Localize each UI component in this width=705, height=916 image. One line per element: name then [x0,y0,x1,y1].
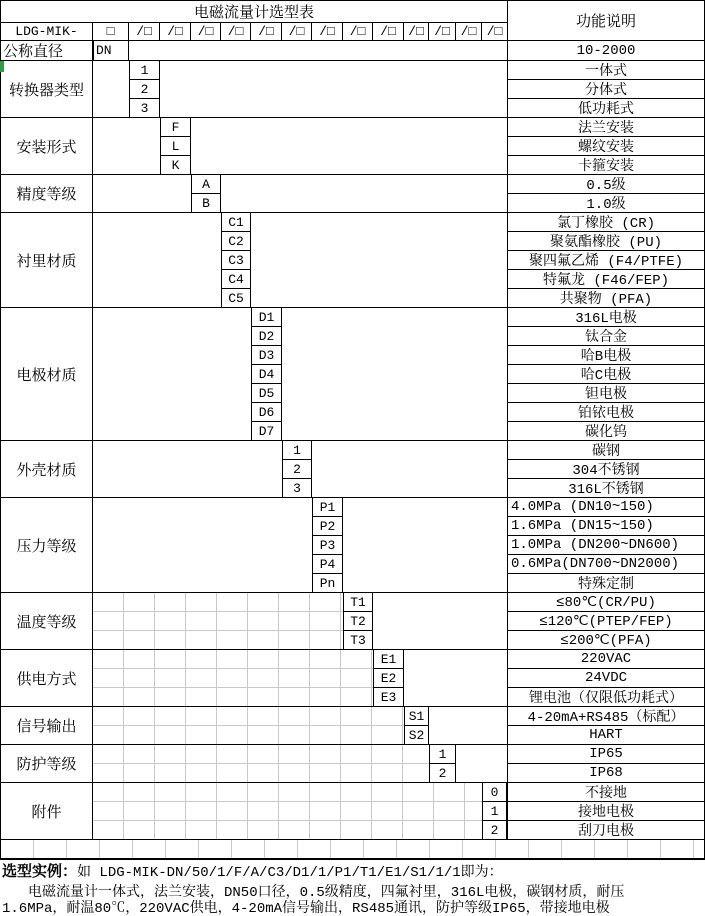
model-cell: /□ [129,23,160,40]
group-label: 附件 [1,783,93,839]
function-cell: IP65 [508,745,704,764]
group-accessories [1,782,704,839]
code-cell: 1 [129,61,160,80]
selection-example-section [0,860,705,916]
code-cell: B [191,194,221,212]
model-cell: /□ [404,23,429,40]
code-cell: C4 [221,270,251,289]
function-cell: 0.5级 [508,175,704,194]
code-cell: 2 [129,80,160,99]
code-cell: E1 [373,650,404,669]
blank-cell [221,175,507,212]
function-cell: 低功耗式 [578,102,634,117]
function-cell: 螺纹安装 [508,137,704,156]
code-cell: E3 [373,688,404,706]
blank-cell [251,213,507,307]
group-label: 衬里材质 [1,213,93,307]
function-cell: 1.0MPa (DN200~DN600) [508,536,704,555]
code-cell: D2 [251,327,282,346]
model-cell: /□ [282,23,312,40]
example-heading-line [2,861,703,885]
blank-cell [93,498,312,592]
function-cell: 哈B电极 [508,346,704,365]
code-cell: 1 [282,441,312,460]
blank-cell [93,783,482,839]
code-cell: P2 [312,517,343,536]
function-cell: 316L不锈钢 [568,482,644,497]
model-cell: /□ [343,23,373,40]
function-cell: HART [589,727,623,743]
group-accuracy-class [1,174,704,212]
code-cell: D7 [251,422,282,440]
function-cell: 一体式 [508,61,704,80]
model-cell: /□ [221,23,251,40]
code-cell: D6 [251,403,282,422]
blank-cell [93,650,373,706]
group-housing-material [1,440,704,497]
code-cell: T3 [343,631,373,649]
code-cell: P3 [312,536,343,555]
code-cell: DN [93,41,129,60]
function-cell: 1.0级 [586,197,626,212]
code-cell: C2 [221,232,251,251]
code-cell: 3 [129,99,160,117]
function-cell: 法兰安装 [508,118,704,137]
group-installation-form [1,117,704,174]
group-nominal-diameter [1,41,704,60]
model-cell: /□ [312,23,343,40]
code-cell: L [160,137,191,156]
group-converter-type [1,60,704,117]
function-cell: 24VDC [508,669,704,688]
group-label: 安装形式 [1,118,93,174]
blank-cell [160,61,507,117]
blank-cell [312,441,507,497]
function-cell: 特殊定制 [578,577,634,592]
group-label: 供电方式 [1,650,93,706]
blank-cell [93,118,160,174]
table-header-rows [1,1,704,41]
code-cell: F [160,118,191,137]
function-cell: ≤80℃(CR/PU) [508,593,704,612]
blank-cell [93,61,129,117]
model-cell: /□ [251,23,282,40]
function-cell: 分体式 [508,80,704,99]
function-cell: ≤200℃(PFA) [560,632,652,649]
code-cell: E2 [373,669,404,688]
code-cell: C3 [221,251,251,270]
group-lining-material [1,212,704,307]
model-cell: /□ [486,24,503,39]
empty-spreadsheet-row [1,839,704,859]
code-cell: 2 [482,821,507,839]
blank-cell [373,593,507,649]
function-cell: 钛合金 [508,327,704,346]
function-cell: 220VAC [508,650,704,669]
function-cell: 锂电池（仅限低功耗式） [529,691,683,706]
code-cell: 1 [429,745,456,764]
function-cell: 聚氨酯橡胶 (PU) [508,232,704,251]
function-cell: 0.6MPa(DN700~DN2000) [508,555,704,574]
group-label: 电极材质 [1,308,93,440]
group-power-supply [1,649,704,706]
function-cell: 碳钢 [508,441,704,460]
code-cell: 2 [429,764,456,782]
group-electrode-material [1,307,704,440]
function-cell: 接地电极 [508,802,704,821]
code-cell: Pn [312,574,343,592]
group-label: 温度等级 [1,593,93,649]
example-heading-label: 选型实例： [2,864,78,881]
function-cell: 刮刀电极 [578,824,634,839]
blank-cell [129,41,507,60]
function-cell: IP68 [589,765,623,781]
blank-cell [456,745,507,782]
code-cell: T1 [343,593,373,612]
example-body-line-2: 1.6MPa，耐温80℃，220VAC供电，4-20mA信号输出，RS485通讯，防护等级IP65，带接地电极 [2,901,610,916]
code-cell: D3 [251,346,282,365]
function-cell: 1.6MPa (DN15~150) [508,517,704,536]
code-cell: 0 [482,783,507,802]
blank-cell [93,308,251,440]
code-cell: D5 [251,384,282,403]
group-temperature-rating [1,592,704,649]
group-label: 精度等级 [1,175,93,212]
blank-cell [93,707,404,744]
code-cell: P4 [312,555,343,574]
group-label: 压力等级 [1,498,93,592]
function-cell: 卡箍安装 [578,159,634,174]
blank-cell [404,650,507,706]
function-cell: 不接地 [508,783,704,802]
function-cell: 氯丁橡胶 (CR) [508,213,704,232]
model-cell: /□ [191,23,221,40]
function-cell: 哈C电极 [508,365,704,384]
code-cell: C1 [221,213,251,232]
table-title: 电磁流量计选型表 [1,1,507,23]
code-cell: 1 [482,802,507,821]
code-cell: T2 [343,612,373,631]
example-model-string: 如 LDG-MIK-DN/50/1/F/A/C3/D1/1/P1/T1/E1/S1/1/1即为： [77,865,503,881]
model-prefix: LDG-MIK- [1,23,93,40]
green-marker [0,61,4,72]
function-cell: 碳化钨 [585,425,627,440]
function-cell: 304不锈钢 [508,460,704,479]
group-protection-rating [1,744,704,782]
function-cell: 共聚物 (PFA) [559,292,653,307]
code-cell: K [160,156,191,174]
group-label: 外壳材质 [1,441,93,497]
blank-cell [282,308,507,440]
blank-cell [93,175,191,212]
blank-cell [93,745,429,782]
function-cell: 铂铱电极 [508,403,704,422]
code-cell: S2 [404,726,429,744]
code-cell: D4 [251,365,282,384]
function-cell: 特氟龙 (F46/FEP) [508,270,704,289]
example-body-line-1: 电磁流量计一体式，法兰安装，DN50口径，0.5级精度，四氟衬里，316L电极，碳钢材质，耐压 [28,885,625,901]
code-cell: S1 [404,707,429,726]
group-label: 转换器类型 [1,61,93,117]
function-cell: 316L电极 [508,308,704,327]
code-cell: C5 [221,289,251,307]
function-cell: 10-2000 [576,42,636,59]
function-cell: ≤120℃(PTEP/FEP) [508,612,704,631]
code-cell: 2 [282,460,312,479]
function-column-header: 功能说明 [507,1,704,41]
group-pressure-rating [1,497,704,592]
blank-cell [93,441,282,497]
function-cell: 4-20mA+RS485（标配） [508,707,704,726]
model-cell: /□ [373,23,404,40]
function-cell: 4.0MPa (DN10~150) [508,498,704,517]
group-signal-output [1,706,704,744]
blank-cell [93,593,343,649]
model-cell: □ [93,23,129,40]
blank-cell [343,498,507,592]
group-label: 防护等级 [1,745,93,782]
model-cell: /□ [429,23,456,40]
blank-cell [191,118,507,174]
group-label: 信号输出 [1,707,93,744]
model-cell: /□ [160,23,191,40]
blank-cell [93,213,221,307]
function-cell: 聚四氟乙烯 (F4/PTFE) [508,251,704,270]
model-code-row [1,23,507,41]
blank-cell [429,707,507,744]
function-cell: 钽电极 [508,384,704,403]
code-cell: P1 [312,498,343,517]
code-cell: 3 [282,479,312,497]
code-cell: A [191,175,221,194]
group-label: 公称直径 [1,41,93,60]
model-cell: /□ [456,23,482,40]
code-cell: D1 [251,308,282,327]
